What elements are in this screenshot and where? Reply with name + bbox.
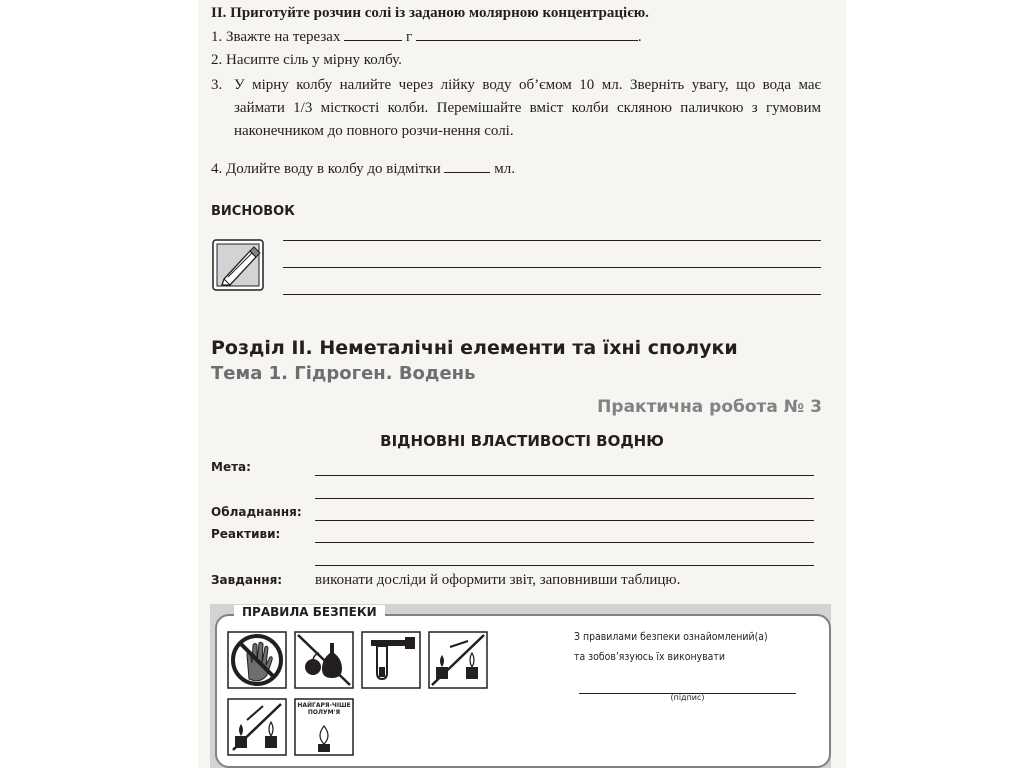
signature-label: (підпис) xyxy=(670,693,705,702)
step-item-1: 1. Зважте на терезах г . xyxy=(211,26,642,49)
goal-line-1[interactable] xyxy=(315,475,814,476)
safety-box xyxy=(210,604,831,768)
task-text: виконати досліди й оформити звіт, заповнивши таблицю. xyxy=(315,572,681,588)
conclusion-line-2[interactable] xyxy=(283,267,821,268)
salt-name-blank[interactable] xyxy=(416,26,638,41)
equipment-line[interactable] xyxy=(315,520,814,521)
work-title: ВІДНОВНІ ВЛАСТИВОСТІ ВОДНЮ xyxy=(380,432,664,450)
step-item-2: 2. Насипте сіль у мірну колбу. xyxy=(211,52,402,68)
workbook-page xyxy=(198,0,846,768)
goal-label: Мета: xyxy=(211,460,251,474)
hottest-flame-label: НАЙГАРЯ-ЧІШЕ ПОЛУМ'Я xyxy=(297,702,351,716)
no-food-flask-icon xyxy=(294,631,354,689)
section-title: Розділ ІІ. Неметалічні елементи та їхні сполуки xyxy=(211,337,738,359)
step-item-3-num: 3. xyxy=(211,77,223,93)
step-item-3-text: У мірну колбу налийте через лійку воду об’ємом 10 мл. Зверніть увагу, що вода має займати 1/3 місткості колби. Перемішайте вміст колби скляною паличкою з гумовим наконечником до повного розчи-нення солі. xyxy=(234,77,821,139)
conclusion-line-3[interactable] xyxy=(283,294,821,295)
acknowledge-text-2: та зобов’язуюсь їх виконувати xyxy=(574,650,725,663)
test-tube-holder-icon xyxy=(361,631,421,689)
light-burner-with-splint-icon xyxy=(227,698,287,756)
equipment-label: Обладнання: xyxy=(211,505,302,519)
safety-title: ПРАВИЛА БЕЗПЕКИ xyxy=(234,605,385,619)
goal-line-2[interactable] xyxy=(315,498,814,499)
task-label: Завдання: xyxy=(211,573,283,587)
no-flame-matches-icon xyxy=(428,631,488,689)
step-item-4: 4. Долийте воду в колбу до відмітки мл. xyxy=(211,158,515,181)
reagents-line-2[interactable] xyxy=(315,565,814,566)
volume-blank[interactable] xyxy=(444,158,490,173)
topic-title: Тема 1. Гідроген. Водень xyxy=(211,363,476,384)
hottest-flame-icon xyxy=(294,698,354,756)
mass-blank[interactable] xyxy=(344,26,402,41)
practical-work-number: Практична робота № 3 xyxy=(597,397,822,417)
pencil-icon xyxy=(212,239,264,291)
reagents-label: Реактиви: xyxy=(211,527,281,541)
step-header: ІІ. Приготуйте розчин солі із заданою молярною концентрацією. xyxy=(211,5,649,21)
no-touch-hand-icon xyxy=(227,631,287,689)
reagents-line-1[interactable] xyxy=(315,542,814,543)
acknowledge-text-1: З правилами безпеки ознайомлений(а) xyxy=(574,630,768,643)
conclusion-line-1[interactable] xyxy=(283,240,821,241)
conclusion-label: ВИСНОВОК xyxy=(211,204,295,219)
